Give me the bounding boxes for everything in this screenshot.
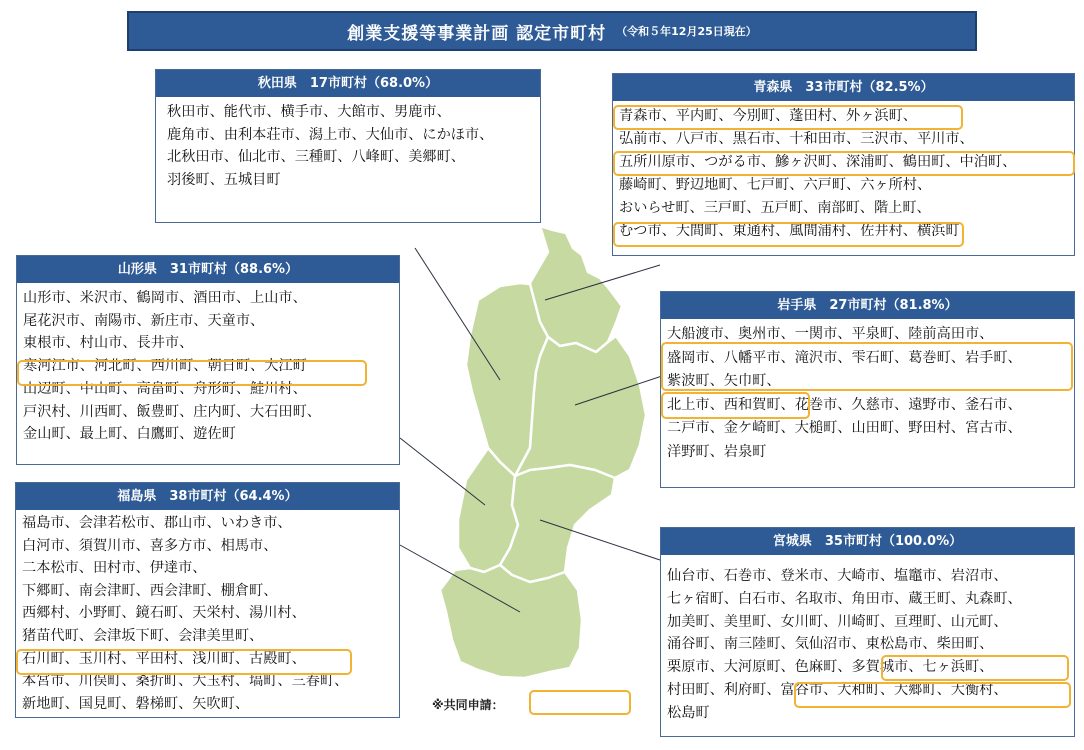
fukushima-line: 新地町、国見町、磐梯町、矢吹町、 bbox=[22, 695, 250, 712]
miyagi-panel bbox=[660, 527, 1075, 737]
akita-line: 羽後町、五城目町 bbox=[167, 171, 281, 188]
akita-line: 鹿角市、由利本荘市、潟上市、大仙市、にかほ市、 bbox=[167, 126, 494, 143]
title-date: （令和５年12月25日現在） bbox=[616, 25, 757, 38]
aomori-line: 五所川原市、つがる市、鰺ヶ沢町、深浦町、鶴田町、中泊町、 bbox=[619, 154, 1017, 170]
miyagi-line: 村田町、利府町、富谷市、大和町、大郷町、大衡村、 bbox=[667, 681, 1008, 698]
fukushima-line: 猪苗代町、会津坂下町、会津美里町、 bbox=[22, 627, 264, 644]
miyagi-line: 栗原市、大河原町、色麻町、多賀城市、七ヶ浜町、 bbox=[667, 659, 994, 676]
fukushima-panel bbox=[15, 482, 400, 718]
aomori-line: おいらせ町、三戸町、五戸町、南部町、階上町、 bbox=[619, 200, 931, 216]
yamagata-line: 尾花沢市、南陽市、新庄市、天童市、 bbox=[23, 312, 265, 329]
fukushima-line: 本宮市、川俣町、桑折町、大玉村、塙町、三春町、 bbox=[22, 673, 349, 690]
aomori-line: 弘前市、八戸市、黒石市、十和田市、三沢市、平川市、 bbox=[619, 131, 974, 147]
miyagi-line: 加美町、美里町、女川町、川崎町、亘理町、山元町、 bbox=[667, 613, 1008, 630]
iwate-line: 二戸市、金ケ崎町、大槌町、山田町、野田村、宮古市、 bbox=[667, 420, 1022, 436]
map-fukushima bbox=[440, 565, 582, 678]
yamagata-line: 寒河江市、河北町、西川町、朝日町、大江町 bbox=[23, 358, 307, 375]
fukushima-header: 福島県 38市町村（64.4%） bbox=[16, 483, 399, 510]
fukushima-line: 石川町、玉川村、平田村、浅川町、古殿町、 bbox=[22, 650, 306, 667]
yamagata-line: 金山町、最上町、白鷹町、遊佐町 bbox=[23, 426, 236, 443]
joint-application-label: ※共同申請： bbox=[432, 698, 504, 712]
akita-line: 北秋田市、仙北市、三種町、八峰町、美郷町、 bbox=[167, 149, 465, 165]
iwate-header: 岩手県 27市町村（81.8%） bbox=[661, 292, 1074, 319]
miyagi-line: 松島町 bbox=[667, 704, 710, 721]
miyagi-line: 七ヶ宿町、白石市、名取市、角田市、蔵王町、丸森町、 bbox=[667, 590, 1022, 607]
fukushima-line: 白河市、須賀川市、喜多方市、相馬市、 bbox=[22, 537, 278, 554]
aomori-header: 青森県 33市町村（82.5%） bbox=[613, 74, 1074, 101]
fukushima-line: 福島市、会津若松市、郡山市、いわき市、 bbox=[22, 515, 292, 531]
miyagi-line: 涌谷町、南三陸町、気仙沼市、東松島市、柴田町、 bbox=[667, 636, 994, 653]
map-miyagi bbox=[500, 465, 615, 582]
aomori-line: 藤崎町、野辺地町、七戸町、六戸町、六ヶ所村、 bbox=[619, 177, 932, 193]
miyagi-line: 仙台市、石巻市、登米市、大崎市、塩竈市、岩沼市、 bbox=[667, 568, 1008, 584]
iwate-line: 盛岡市、八幡平市、滝沢市、雫石町、葛巻町、岩手町、 bbox=[667, 349, 1022, 366]
miyagi-header: 宮城県 35市町村（100.0%） bbox=[661, 528, 1074, 555]
akita-header: 秋田県 17市町村（68.0%） bbox=[156, 70, 540, 97]
fukushima-line: 二本松市、田村市、伊達市、 bbox=[22, 560, 207, 577]
aomori-line: むつ市、大間町、東通村、風間浦村、佐井村、横浜町 bbox=[619, 223, 960, 239]
joint-application-swatch bbox=[529, 690, 631, 715]
iwate-line: 北上市、西和賀町、花巻市、久慈市、遠野市、釜石市、 bbox=[667, 396, 1022, 413]
iwate-line: 洋野町、岩泉町 bbox=[667, 443, 767, 460]
iwate-line: 大船渡市、奥州市、一関市、平泉町、陸前高田市、 bbox=[667, 326, 994, 342]
yamagata-line: 山形市、米沢市、鶴岡市、酒田市、上山市、 bbox=[23, 290, 307, 306]
akita-panel bbox=[155, 69, 541, 223]
yamagata-line: 東根市、村山市、長井市、 bbox=[23, 335, 194, 352]
aomori-line: 青森市、平内町、今別町、蓬田村、外ヶ浜町、 bbox=[619, 108, 917, 124]
yamagata-header: 山形県 31市町村（88.6%） bbox=[17, 256, 399, 283]
akita-line: 秋田市、能代市、横手市、大館市、男鹿市、 bbox=[167, 104, 451, 120]
fukushima-line: 下郷町、南会津町、西会津町、棚倉町、 bbox=[22, 582, 278, 599]
aomori-panel bbox=[612, 73, 1075, 256]
iwate-panel bbox=[660, 291, 1075, 488]
yamagata-line: 山辺町、中山町、高畠町、舟形町、鮭川村、 bbox=[23, 380, 307, 397]
yamagata-line: 戸沢村、川西町、飯豊町、庄内町、大石田町、 bbox=[23, 403, 321, 420]
fukushima-line: 西郷村、小野町、鏡石町、天栄村、湯川村、 bbox=[22, 605, 306, 622]
yamagata-panel bbox=[16, 255, 400, 465]
iwate-line: 紫波町、矢巾町、 bbox=[667, 373, 781, 389]
title-main: 創業支援等事業計画 認定市町村 bbox=[347, 23, 607, 44]
